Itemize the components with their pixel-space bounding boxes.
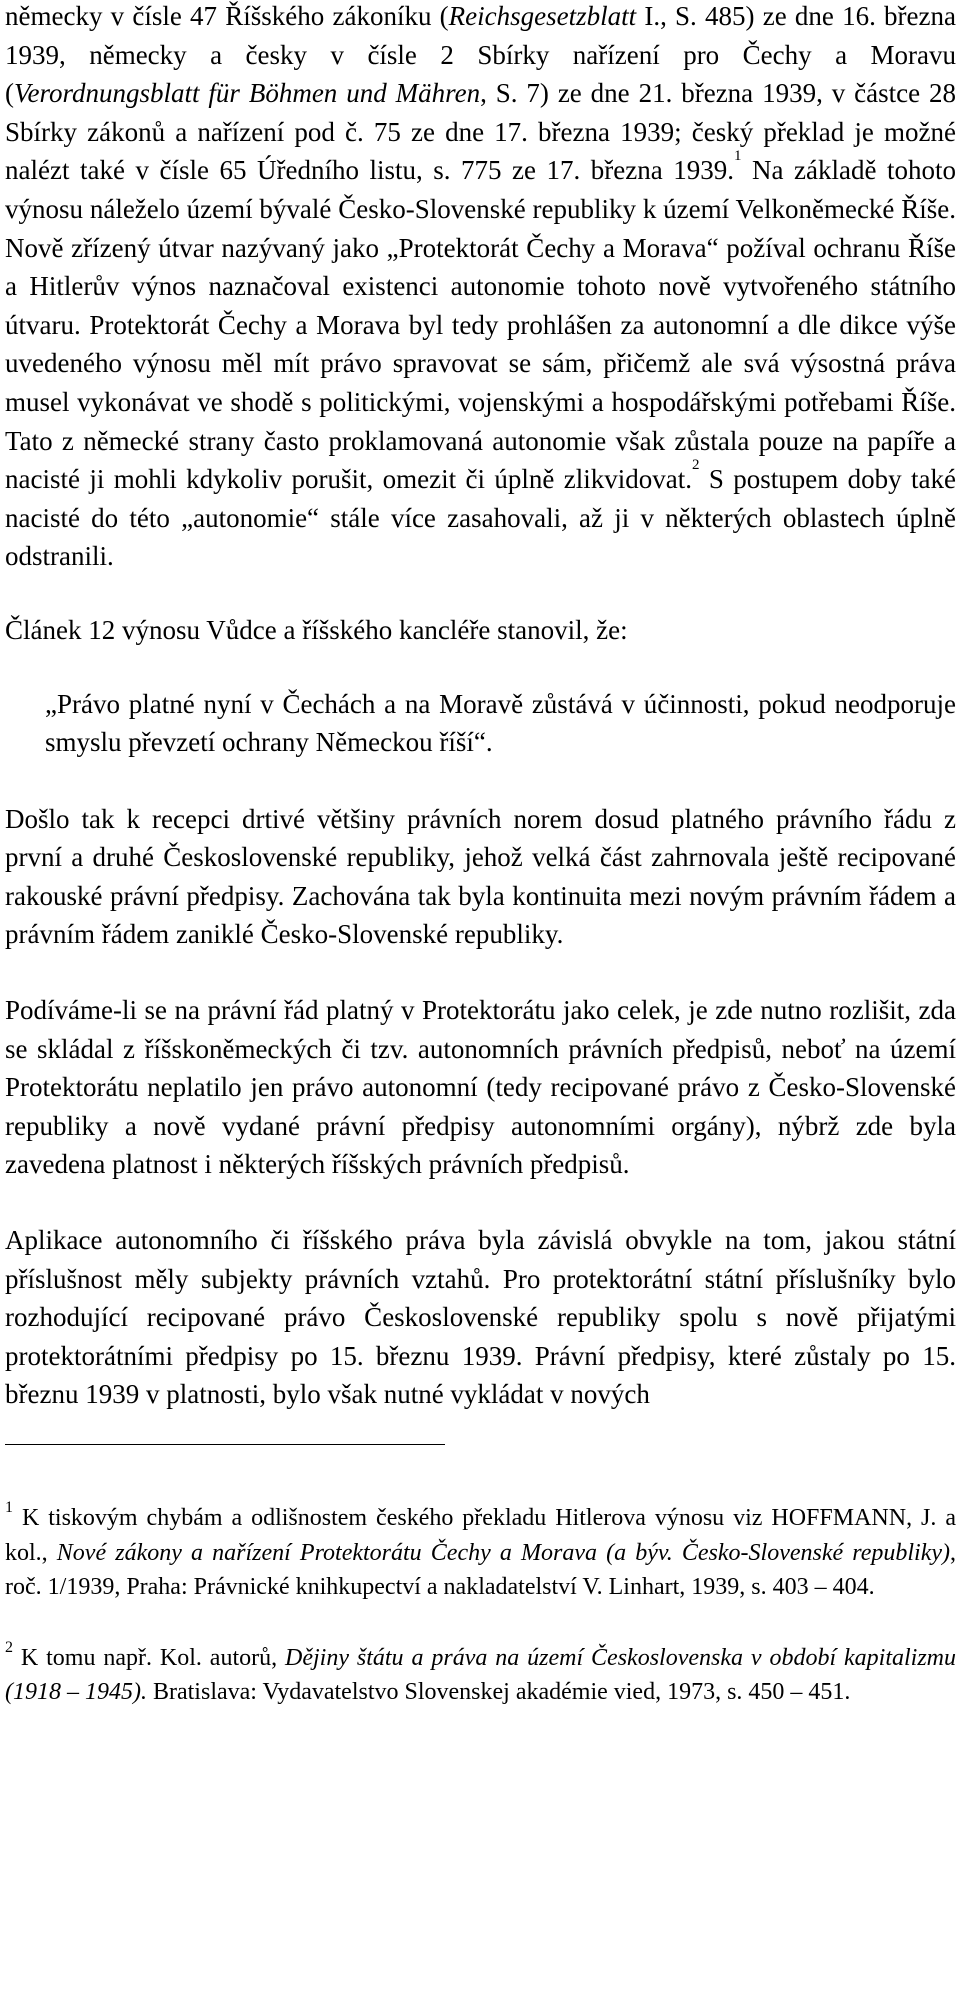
italic-term-reichsgesetzblatt: Reichsgesetzblatt <box>448 1 637 31</box>
footnote-title: Nové zákony a nařízení Protektorátu Čechy a Morava (a býv. Česko-Slovenské republiky) <box>56 1539 951 1566</box>
paragraph-reich-decree <box>5 0 956 576</box>
paragraph-text: S postupem doby také nacisté do této „autonomie“ stále více zasahovali, až ji v některých oblastech úplně odstranili. <box>5 464 957 572</box>
paragraph-text: Na základě tohoto výnosu náleželo území bývalé Česko-Slovenské republiky k území Velkoněmecké Říše. Nově zřízený útvar nazývaný jako „Protektorát Čechy a Morava“ požíval ochranu Říše a Hitlerův výnos naznačoval existenci autonomie tohoto nově vytvořeného státního útvaru. Protektorát Čechy a Morava byl tedy prohlášen za autonomní a dle dikce výše uvedeného výnosu měl mít právo spravovat se sám, přičemž ale svá výsostná práva musel vykonávat ve shodě s politickými, vojenskými a hospodářskými potřebami Říše. Tato z německé strany často proklamovaná autonomie však zůstala pouze na papíře a nacisté ji mohli kdykoliv porušit, omezit či úplně zlikvidovat. <box>5 155 956 495</box>
footnote-separator <box>5 1444 445 1445</box>
footnote-text: K tomu např. Kol. autorů, <box>13 1644 286 1671</box>
footnote-text: K tiskovým chybám a odlišnostem českého překladu Hitlerova výnosu viz HOFFMANN, J. a kol., <box>5 1505 956 1566</box>
block-quote: „Právo platné nyní v Čechách a na Moravě zůstává v účinnosti, pokud neodporuje smyslu převzetí ochrany Německou říší“. <box>45 688 956 758</box>
italic-term-verordnungsblatt: Verordnungsblatt für Böhmen und Mähren <box>14 78 481 109</box>
paragraph-text: , S. 7) ze dne 21. března 1939, v částce 28 Sbírky zákonů a nařízení pod č. 75 ze dne 17. března 1939; český překlad je možné nalézt také v čísle 65 Úředního listu, s. 775 ze 17. března 1939. <box>5 78 956 186</box>
paragraph-article-12: Článek 12 výnosu Vůdce a říšského kancléře stanovil, že: <box>5 614 628 645</box>
footnote-text: , roč. 1/1939, Praha: Právnické knihkupectví a nakladatelství V. Linhart, 1939, s. 403 – 404. <box>5 1539 957 1600</box>
paragraph-application: Aplikace autonomního či říšského práva byla závislá obvykle na tom, jakou státní příslušnost měly subjekty právních vztahů. Pro protektorátní státní příslušníky bylo rozhodující recipované právo Československé republiky spolu s nově přijatými protektorátními předpisy po 15. březnu 1939. Právní předpisy, které zůstaly po 15. březnu 1939 v platnosti, bylo však nutné vykládat v nových <box>5 1225 956 1410</box>
footnote-1 <box>5 1501 956 1605</box>
paragraph-legal-order: Podíváme-li se na právní řád platný v Protektorátu jako celek, je zde nutno rozlišit, zda se skládal z říšskoněmeckých či tzv. autonomních právních předpisů, neboť na území Protektorátu neplatilo jen právo autonomní (tedy recipované právo z Česko-Slovenské republiky a nově vydané právní předpisy autonomními orgány), nýbrž zde byla zavedena platnost i některých říšských právních předpisů. <box>5 995 956 1180</box>
footnote-reference-2[interactable]: 2 <box>691 457 700 474</box>
footnote-number: 2 <box>5 1638 13 1656</box>
footnote-title: Dějiny štátu a práva na území Československa v období kapitalizmu (1918 – 1945). <box>5 1644 957 1705</box>
footnote-text: Bratislava: Vydavatelstvo Slovenskej akadémie vied, 1973, s. 450 – 451. <box>146 1679 851 1705</box>
footnote-number: 1 <box>5 1499 13 1516</box>
footnote-2 <box>5 1638 957 1710</box>
footnote-reference-1[interactable]: 1 <box>734 148 742 165</box>
paragraph-reception: Došlo tak k recepci drtivé většiny právních norem dosud platného právního řádu z první a druhé Československé republiky, jehož velká část zahrnovala ještě recipované rakouské právní předpisy. Zachována tak byla kontinuita mezi novým právním řádem a právním řádem zaniklé Česko-Slovenské republiky. <box>5 803 956 950</box>
paragraph-text: německy v čísle 47 Říšského zákoníku ( <box>5 1 449 31</box>
document-page <box>5 0 956 1710</box>
paragraph-text: I., S. 485) ze dne 16. března 1939, německy a česky v čísle 2 Sbírky nařízení pro Čechy a Moravu ( <box>5 1 956 109</box>
